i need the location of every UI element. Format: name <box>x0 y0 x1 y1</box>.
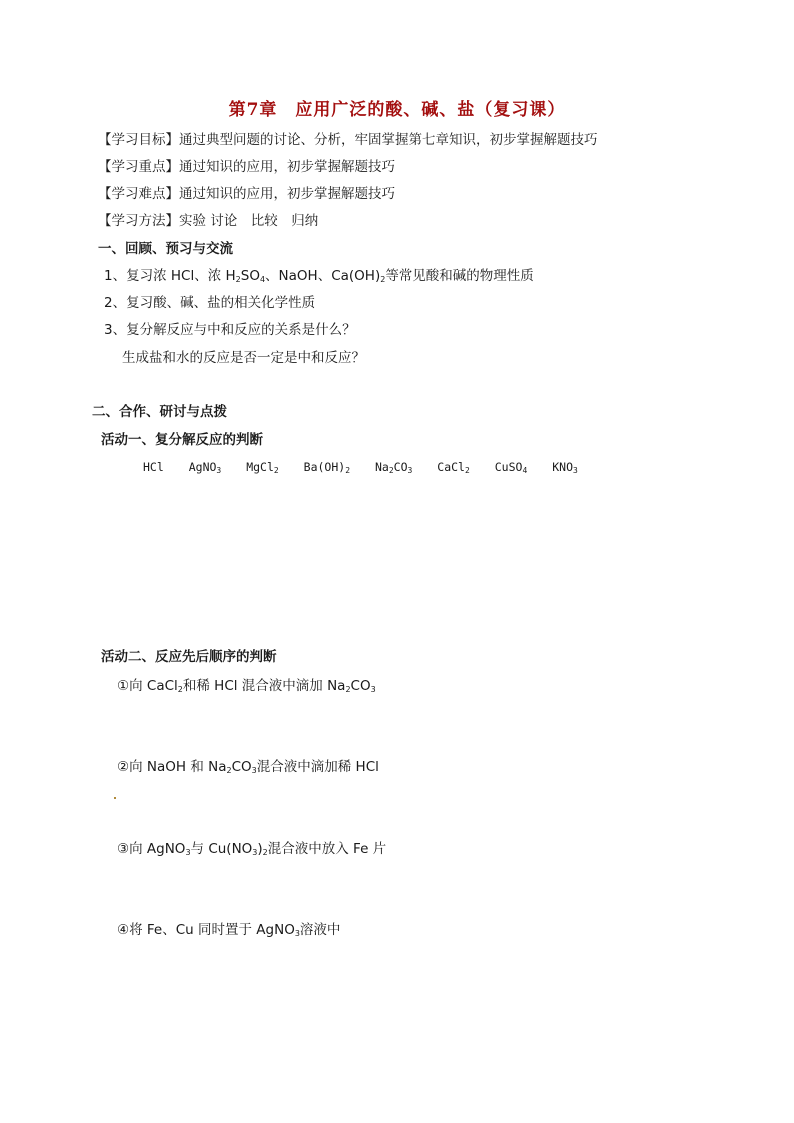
section2-heading: 二、合作、研讨与点拨 <box>92 404 227 420</box>
difficulty-label: 【学习难点】 <box>98 186 179 202</box>
learning-method <box>98 212 318 230</box>
section1-heading: 一、回顾、预习与交流 <box>98 241 233 257</box>
method-text: 实验 讨论 比较 归纳 <box>179 213 319 229</box>
review-item-1: 1、复习浓 HCl、浓 $H_2SO_4$、NaOH、$Ca(OH)_2$等常见酸和碱的物理性质 <box>104 268 534 284</box>
formula-baoh2: $Ba(OH)_2$ <box>303 460 351 475</box>
review-item-3-sub: 生成盐和水的反应是否一定是中和反应？ <box>122 350 365 366</box>
stray-dot <box>114 797 116 799</box>
formula-list <box>143 460 596 474</box>
formula-kno3: $KNO_3$ <box>552 460 578 475</box>
activity-1-title: 活动一、复分解反应的判断 <box>101 432 263 448</box>
key-label: 【学习重点】 <box>98 159 179 175</box>
key-text: 通过知识的应用，初步掌握解题技巧 <box>179 159 395 175</box>
review-item-3: 3、复分解反应与中和反应的关系是什么？ <box>104 322 356 338</box>
formula-hcl: HCl <box>143 460 164 474</box>
formula-cuso4: CuSO$_4$ <box>494 460 528 475</box>
learning-difficulty <box>98 185 395 203</box>
formula-mgcl2: MgCl$_2$ <box>246 460 279 475</box>
activity-2-title: 活动二、反应先后顺序的判断 <box>101 649 277 665</box>
formula-cacl2: CaCl$_2$ <box>437 460 470 475</box>
question-2: ②向 NaOH 和 $Na_2CO_3$混合液中滴加稀 HCl <box>117 759 379 775</box>
page-title: 第7章 应用广泛的酸、碱、盐（复习课） <box>228 100 566 120</box>
question-4: ④将 Fe、Cu 同时置于 AgNO$_3$溶液中 <box>117 922 341 938</box>
formula-agno3: AgNO$_3$ <box>188 460 222 475</box>
difficulty-text: 通过知识的应用，初步掌握解题技巧 <box>179 186 395 202</box>
goal-label: 【学习目标】 <box>98 132 179 148</box>
learning-goal <box>98 131 598 149</box>
method-label: 【学习方法】 <box>98 213 179 229</box>
question-1: ①向 CaCl$_2$和稀 HCl 混合液中滴加 $Na_2CO_3$ <box>117 678 376 694</box>
goal-text: 通过典型问题的讨论、分析，牢固掌握第七章知识，初步掌握解题技巧 <box>179 132 598 148</box>
learning-key-point <box>98 158 395 176</box>
review-item-2: 2、复习酸、碱、盐的相关化学性质 <box>104 295 316 311</box>
question-3: ③向 AgNO$_3$与 $Cu(NO_3)_2$混合液中放入 Fe 片 <box>117 841 387 857</box>
formula-na2co3: $Na_2CO_3$ <box>374 460 413 475</box>
